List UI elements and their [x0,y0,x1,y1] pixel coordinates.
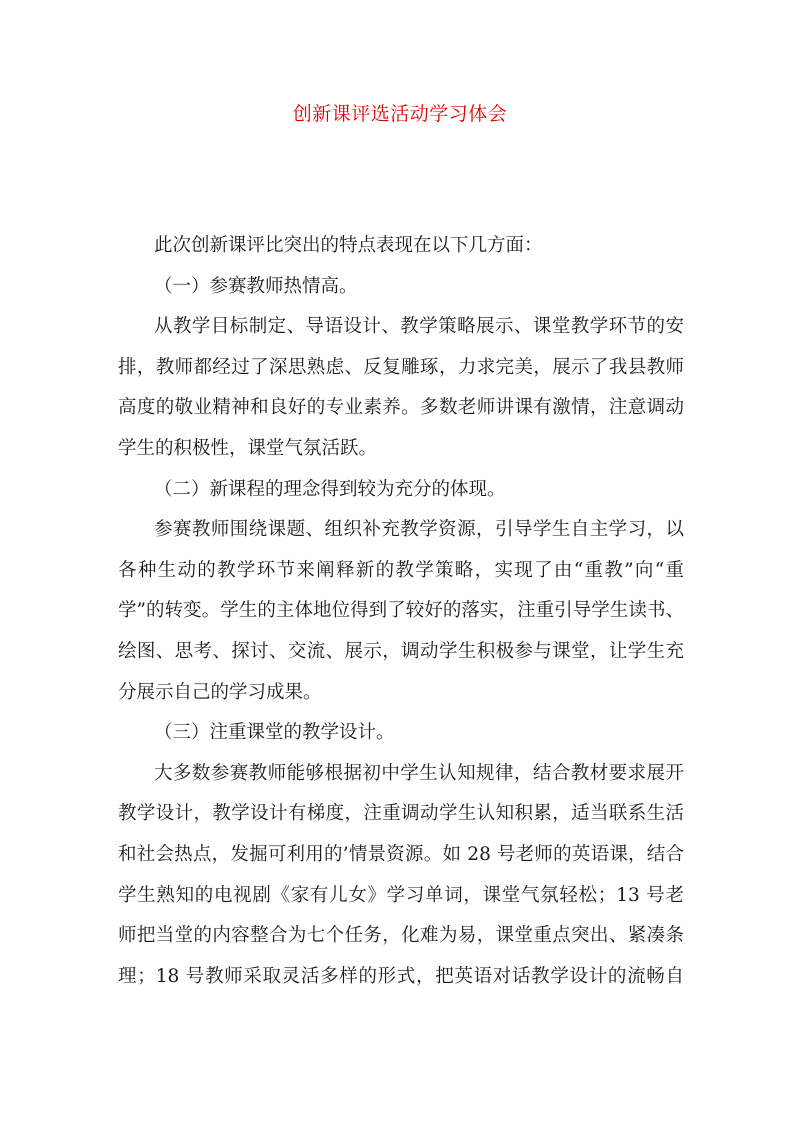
text-line: 绘图、思考、探讨、交流、展示，调动学生积极参与课堂，让学生充 [118,640,684,662]
text-line: 此次创新课评比突出的特点表现在以下几方面： [154,235,543,256]
document-title: 创新课评选活动学习体会 [292,103,508,125]
document-body [118,226,684,997]
text-line: 从教学目标制定、导语设计、教学策略展示、课堂教学环节的安 [154,316,684,338]
text-line: （一）参赛教师热情高。 [154,275,358,297]
text-line: （二）新课程的理念得到较为充分的体现。 [154,478,506,500]
text-line: 师把当堂的内容整合为七个任务，化难为易，课堂重点突出、紧凑条 [118,925,684,947]
text-line: 学生的积极性，课堂气氛活跃。 [118,437,378,459]
text-line: 参赛教师围绕课题、组织补充教学资源，引导学生自主学习，以 [154,519,684,541]
text-line: （三）注重课堂的教学设计。 [154,722,395,744]
text-line: 学”的转变。学生的主体地位得到了较好的落实，注重引导学生读书、 [118,600,684,622]
text-line: 学生熟知的电视剧《家有儿女》学习单词，课堂气氛轻松；13 号老 [118,884,684,906]
text-line: 大多数参赛教师能够根据初中学生认知规律，结合教材要求展开 [154,762,684,784]
text-line: 排，教师都经过了深思熟虑、反复雕琢，力求完美，展示了我县教师 [118,356,684,378]
text-line: 高度的敬业精神和良好的专业素养。多数老师讲课有激情，注意调动 [118,397,684,419]
text-line: 理；18 号教师采取灵活多样的形式，把英语对话教学设计的流畅自 [118,965,684,987]
text-line: 各种生动的教学环节来阐释新的教学策略，实现了由“重教”向“重 [118,559,684,581]
text-line: 和社会热点，发掘可利用的’情景资源。如 28 号老师的英语课，结合 [118,843,684,865]
text-line: 分展示自己的学习成果。 [118,681,322,703]
text-line: 教学设计，教学设计有梯度，注重调动学生认知积累，适当联系生活 [118,803,684,825]
